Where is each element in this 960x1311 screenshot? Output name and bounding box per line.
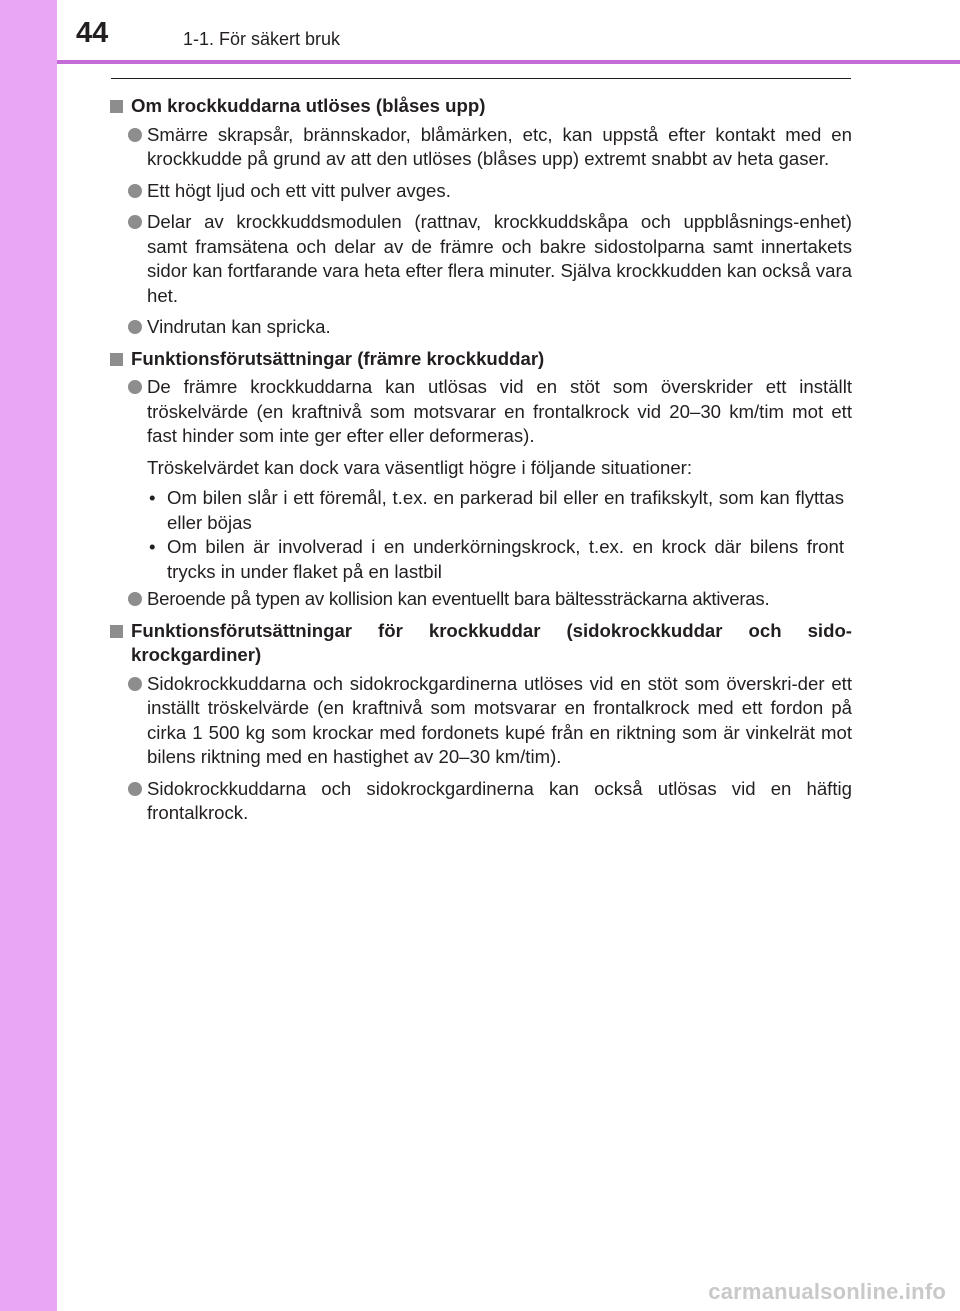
section-heading xyxy=(109,347,852,372)
section-heading xyxy=(109,94,852,119)
dot-marker-icon: • xyxy=(149,487,156,508)
heading-text: Funktionsförutsättningar (främre krockkuddar) xyxy=(131,347,545,369)
sub-list-item xyxy=(109,486,852,535)
sub-list-item xyxy=(109,535,852,584)
dot-marker-icon: • xyxy=(149,536,156,557)
heading-text: Funktionsförutsättningar för krockkuddar (sidokrockkuddar och sido-krockgardiner) xyxy=(131,619,852,665)
section-title: 1-1. För säkert bruk xyxy=(183,29,341,49)
footer-watermark: carmanualsonline.info xyxy=(708,1279,946,1304)
list-item xyxy=(109,179,852,204)
round-bullet-icon xyxy=(128,592,142,606)
round-bullet-icon xyxy=(128,380,142,394)
list-item-text: Sidokrockkuddarna och sidokrockgardinerna utlöses vid en stöt som överskri-der ett inställt tröskelvärde (en kraftnivå som motsvarar en frontalkrock med ett fordon på cirka 1 500 kg som krockar med fordonets kupé från en riktning som är vinkelrät mot bilens riktning med en hastighet av 20–30 km/tim). xyxy=(147,672,852,767)
list-item xyxy=(109,672,852,770)
round-bullet-icon xyxy=(128,184,142,198)
round-bullet-icon xyxy=(128,128,142,142)
list-item xyxy=(109,777,852,826)
page-number: 44 xyxy=(76,17,109,49)
list-item-text: Beroende på typen av kollision kan eventuellt bara bältessträckarna aktiveras. xyxy=(147,588,770,609)
section-heading xyxy=(109,619,852,668)
heading-text: Om krockkuddarna utlöses (blåses upp) xyxy=(131,95,486,116)
round-bullet-icon xyxy=(128,215,142,229)
round-bullet-icon xyxy=(128,782,142,796)
header-rule xyxy=(57,60,960,64)
square-bullet-icon xyxy=(110,625,123,638)
list-item-text: Sidokrockkuddarna och sidokrockgardinerna kan också utlösas vid en häftig frontalkrock. xyxy=(147,777,852,823)
content-rule xyxy=(111,78,851,79)
list-item xyxy=(109,375,852,449)
sub-list-item-text: Om bilen är involverad i en underkörningskrock, t.ex. en krock där bilens front trycks in under flaket på en lastbil xyxy=(167,536,844,582)
list-item-text: De främre krockkuddarna kan utlösas vid en stöt som överskrider ett inställt tröskelvärde (en kraftnivå som motsvarar en frontalkrock vid 20–30 km/tim mot ett fast hinder som inte ger efter eller deformeras). xyxy=(147,376,852,446)
square-bullet-icon xyxy=(110,100,123,113)
sub-list-item-text: Om bilen slår i ett föremål, t.ex. en parkerad bil eller en trafikskylt, som kan flyttas eller böjas xyxy=(167,487,844,533)
round-bullet-icon xyxy=(128,677,142,691)
round-bullet-icon xyxy=(128,320,142,334)
list-item xyxy=(109,315,852,340)
note-text: Tröskelvärdet kan dock vara väsentligt högre i följande situationer: xyxy=(147,456,693,478)
header-corner xyxy=(0,0,57,60)
list-item-text: Smärre skrapsår, brännskador, blåmärken, etc, kan uppstå efter kontakt med en krockkudde på grund av att den utlöses (blåses upp) extremt snabbt av heta gaser. xyxy=(147,123,852,169)
list-item-text: Vindrutan kan spricka. xyxy=(147,316,331,337)
square-bullet-icon xyxy=(110,353,123,366)
page-header xyxy=(0,0,960,60)
list-item xyxy=(109,123,852,172)
page-content xyxy=(109,88,852,833)
list-item-text: Ett högt ljud och ett vitt pulver avges. xyxy=(147,179,451,201)
page-edge-band xyxy=(0,0,57,1311)
list-item xyxy=(109,587,852,612)
list-item xyxy=(109,210,852,308)
list-item-text: Delar av krockkuddsmodulen (rattnav, krockkuddskåpa och uppblåsnings-enhet) samt framsätena och delar av de främre och bakre sidostolparna samt innertakets sidor kan fortfarande vara heta efter flera minuter. Själva krockkudden kan också vara het. xyxy=(147,211,852,306)
